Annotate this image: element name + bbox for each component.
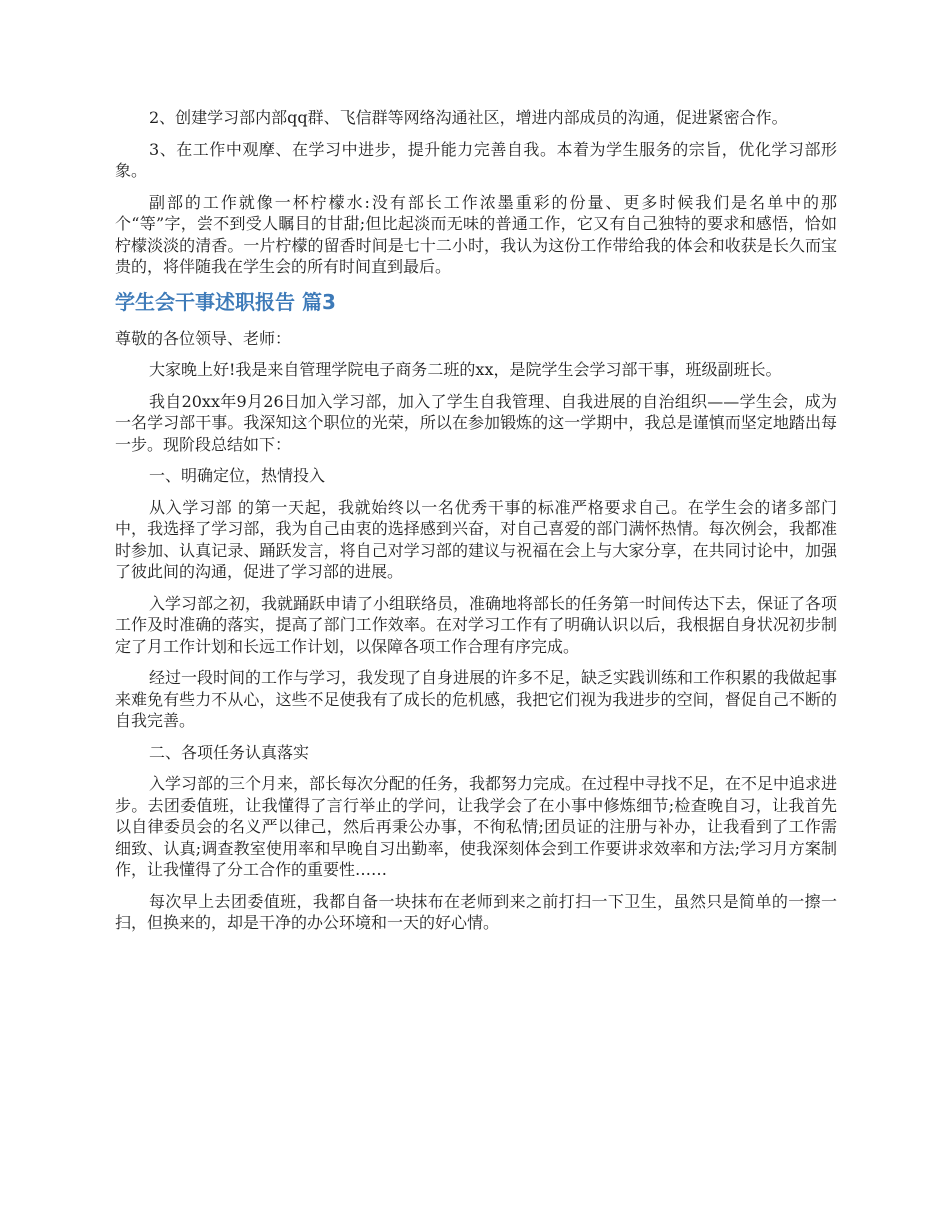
paragraph: 2、创建学习部内部qq群、飞信群等网络沟通社区，增进内部成员的沟通，促进紧密合作。 xyxy=(149,108,788,127)
paragraph: 每次早上去团委值班，我都自备一块抹布在老师到来之前打扫一下卫生，虽然只是简单的一擦一扫，但换来的，却是干净的办公环境和一天的好心情。 xyxy=(115,891,837,932)
paragraph: 副部的工作就像一杯柠檬水:没有部长工作浓墨重彩的份量、更多时候我们是名单中的那个“等”字，尝不到受人瞩目的甘甜;但比起淡而无味的普通工作，它又有自己独特的要求和感悟，恰如柠檬淡淡的清香。一片柠檬的留香时间是七十二小时，我认为这份工作带给我的体会和收获是长久而宝贵的，将伴随我在学生会的所有时间直到最后。 xyxy=(115,192,837,276)
subsection-title: 一、明确定位，热情投入 xyxy=(149,466,326,485)
paragraph: 从入学习部 的第一天起，我就始终以一名优秀干事的标准严格要求自己。在学生会的诸多部门中，我选择了学习部，我为自己由衷的选择感到兴奋，对自己喜爱的部门满怀热情。每次例会，我都准时参加、认真记录、踊跃发言，将自己对学习部的建议与祝福在会上与大家分享，在共同讨论中，加强了彼此间的沟通，促进了学习部的进展。 xyxy=(115,497,837,581)
paragraph: 我自20xx年9月26日加入学习部，加入了学生自我管理、自我进展的自治组织——学生会，成为一名学习部干事。我深知这个职位的光荣，所以在参加锻炼的这一学期中，我总是谨慎而坚定地踏出每一步。现阶段总结如下： xyxy=(115,391,837,454)
section-heading: 学生会干事述职报告 篇3 xyxy=(115,289,336,314)
paragraph: 3、在工作中观摩、在学习中进步，提升能力完善自我。本着为学生服务的宗旨，优化学习部形象。 xyxy=(115,139,837,180)
salutation: 尊敬的各位领导、老师： xyxy=(115,328,292,348)
paragraph: 入学习部之初，我就踊跃申请了小组联络员，准确地将部长的任务第一时间传达下去，保证了各项工作及时准确的落实，提高了部门工作效率。在对学习工作有了明确认识以后，我根据自身状况初步制定了月工作计划和长远工作计划，以保障各项工作合理有序完成。 xyxy=(115,593,838,656)
paragraph: 入学习部的三个月来，部长每次分配的任务，我都努力完成。在过程中寻找不足，在不足中追求进步。去团委值班，让我懂得了言行举止的学问，让我学会了在小事中修炼细节;检查晚自习，让我首先以自律委员会的名义严以律己，然后再秉公办事，不徇私情;团员证的注册与补办，让我看到了工作需细致、认真;调查教室使用率和早晚自习出勤率，使我深刻体会到工作要讲求效率和方法;学习月方案制作，让我懂得了分工合作的重要性…… xyxy=(115,774,838,879)
paragraph: 大家晚上好!我是来自管理学院电子商务二班的xx，是院学生会学习部干事，班级副班长。 xyxy=(149,360,782,379)
paragraph: 经过一段时间的工作与学习，我发现了自身进展的许多不足，缺乏实践训练和工作积累的我做起事来难免有些力不从心，这些不足使我有了成长的危机感，我把它们视为我进步的空间，督促自己不断的自我完善。 xyxy=(115,668,838,730)
document-page xyxy=(115,107,837,944)
subsection-title: 二、各项任务认真落实 xyxy=(149,742,310,762)
